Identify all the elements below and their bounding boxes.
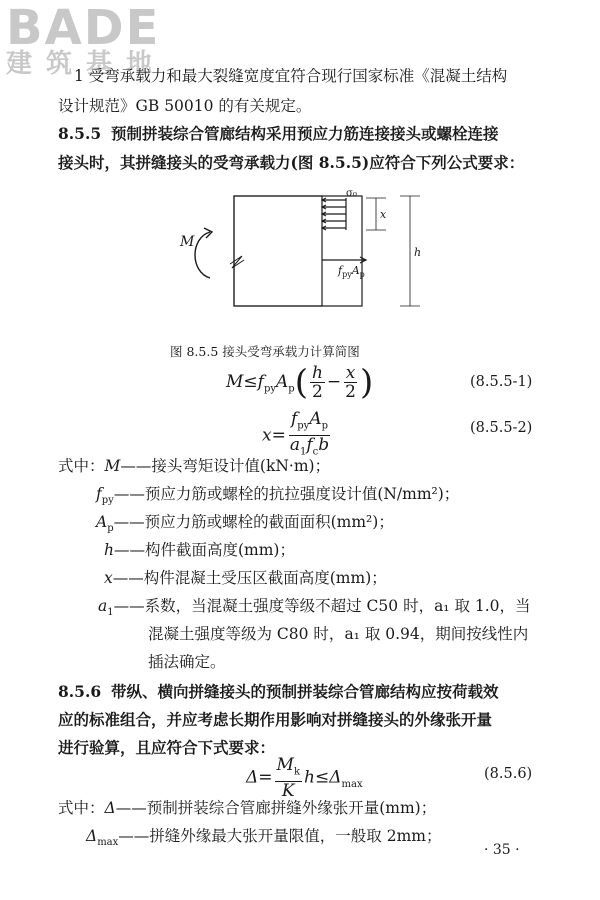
section-number: 8.5.6 [58,682,102,701]
figure-caption: 图 8.5.5 接头受弯承载力计算简图 [170,344,360,359]
label-sigma: σ₀ [346,188,357,199]
clause-1-line-2: 设计规范》GB 50010 的有关规定。 [58,97,312,115]
def-fpy: $f_{py}——$预应力筋或螺栓的抗拉强度设计值(N/mm²)； [96,485,460,507]
section-number: 8.5.5 [58,124,102,143]
def-a1: $a_1——$系数，当混凝土强度等级不超过 C50 时，a₁ 取 1.0，当 [98,597,531,619]
def-ap: $A_p——$预应力筋或螺栓的截面面积(mm²)； [96,513,394,535]
def-x: x——构件混凝土受压区截面高度(mm)； [104,569,387,587]
section-8-5-5-line-1 [58,124,499,144]
watermark-brand: BADE [6,0,161,56]
def-h: h——构件截面高度(mm)； [104,541,295,559]
def-delta-max: $\Delta_{max}——$拼缝外缘最大张开量限值，一般取 2mm； [86,827,442,849]
def-a1-line-2: 混凝土强度等级为 C80 时，a₁ 取 0.94，期间按线性内 [148,625,529,643]
def-m: 式中：M——接头弯矩设计值(kN·m)； [58,457,331,475]
def-a1-line-3: 插法确定。 [148,653,226,671]
equation-number-3: (8.5.6) [484,766,533,782]
section-8-5-6-line-2: 应的标准组合，并应考虑长期作用影响对拼缝接头的外缘张开量 [58,710,493,729]
figure-joint-diagram [170,186,430,316]
page-number: · 35 · [484,842,520,858]
equation-8-5-6: Δ= $\frac{M_k}{K}$ $h\le\Delta_{max}$ [246,755,363,802]
clause-1-line-1: 1 受弯承载力和最大裂缝宽度宜符合现行国家标准《混凝土结构 [74,67,508,85]
label-h: h [414,246,422,259]
equation-8-5-5-1: $M\le f_{py}A_p$( $\frac{h}{2}$ − $\frac{x}{2}$ ) [226,362,374,403]
def-delta: 式中：Δ——预制拼装综合管廊拼缝外缘张开量(mm)； [58,799,437,817]
label-m: M [180,234,195,250]
equation-number-2: (8.5.5-2) [470,420,533,436]
section-8-5-5-line-2: 接头时，其拼缝接头的受弯承载力(图 8.5.5)应符合下列公式要求： [58,153,525,172]
section-text: 预制拼装综合管廊结构采用预应力筋连接接头或螺栓连接 [111,124,499,143]
label-force: $f_{py}A_p$ [338,264,365,279]
right-member [234,196,362,306]
label-x: x [380,208,387,221]
equation-number-1: (8.5.5-1) [470,374,533,390]
watermark-subtitle: 建筑基地 [6,49,167,79]
section-8-5-6-line-3: 进行验算，且应符合下式要求： [58,738,276,757]
equation-8-5-5-2: x= $\frac{f_{py}A_p}{a_1f_cb}$ [262,409,330,458]
left-member [234,196,322,306]
section-8-5-6-line-1: 8.5.6 带纵、横向拼缝接头的预制拼装综合管廊结构应按荷载效 [58,682,499,701]
